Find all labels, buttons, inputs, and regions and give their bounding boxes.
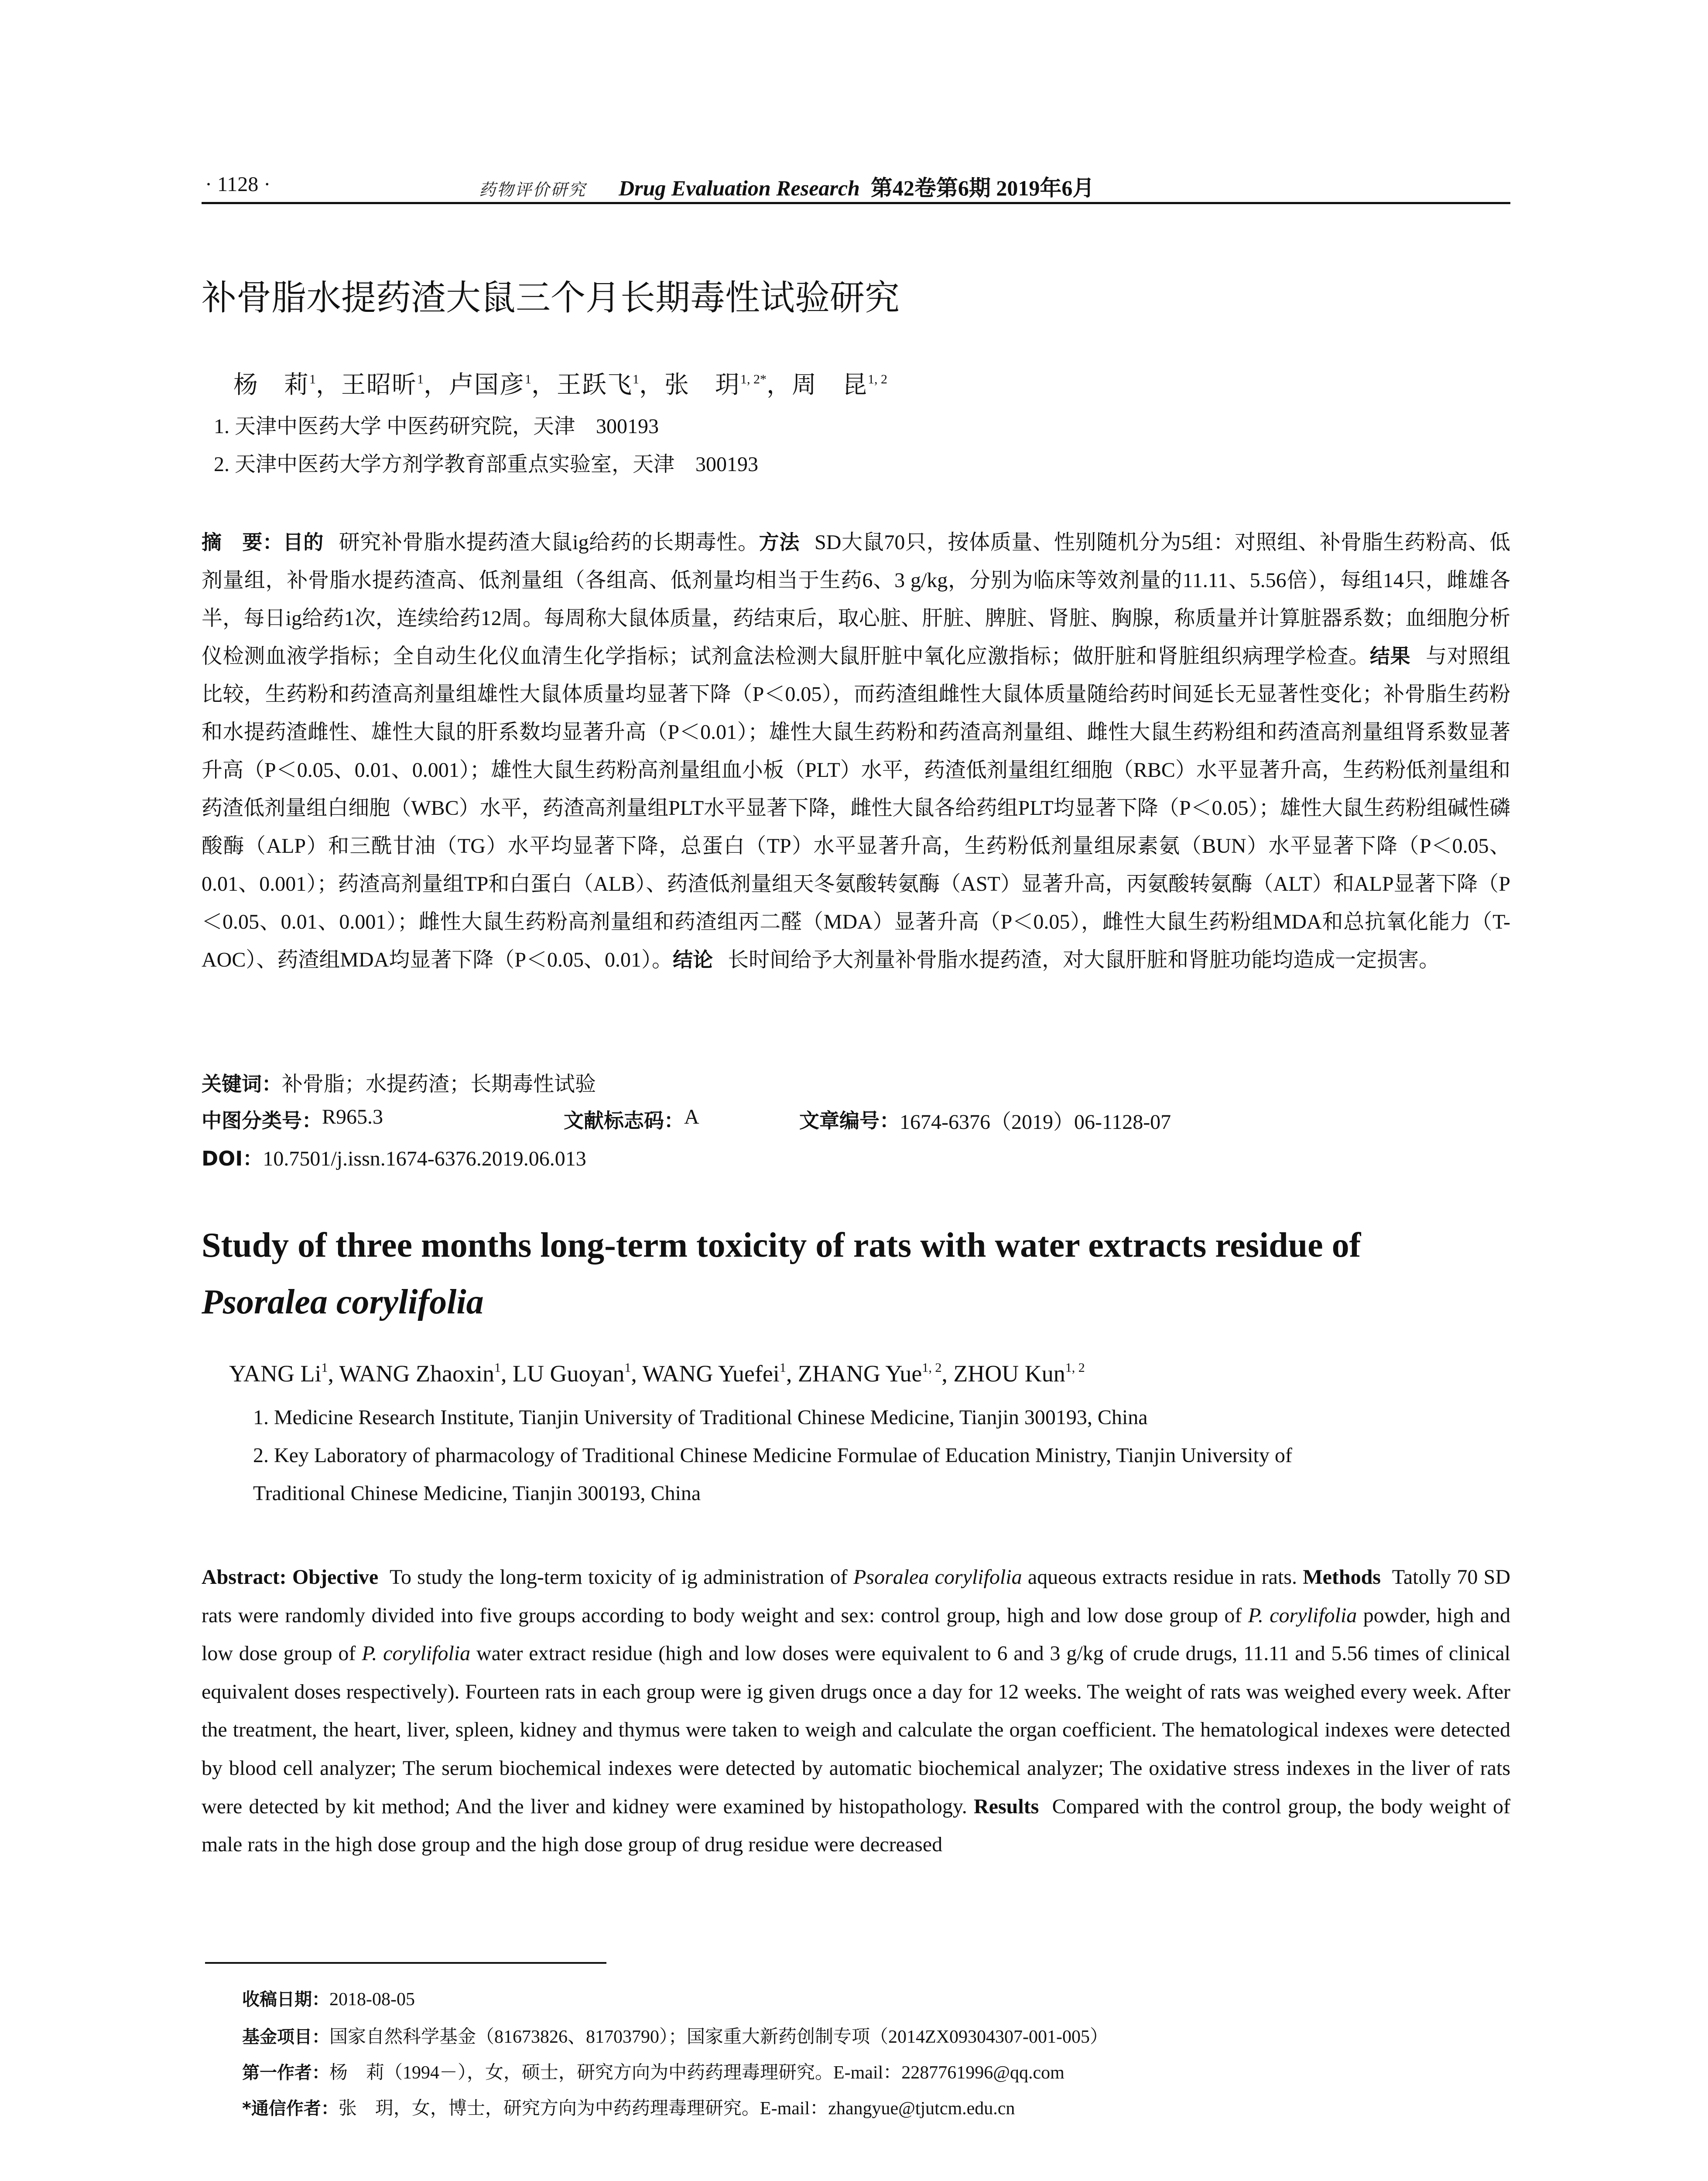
en-title: Study of three months long-term toxicity of rats with water extracts residue of Psoralea corylifolia (202, 1226, 1361, 1321)
article-number: 文章编号： 1674-6376（2019）06-1128-07 (799, 1109, 1171, 1134)
en-abstract: Abstract: Objective To study the long-term toxicity of ig administration of Psoralea corylifolia aqueous extracts residue in rats. Methods Tatolly 70 SD rats were randomly divided into five groups according to body weight and sex: control group, high and low dose group of P. corylifolia powder, high and low dose group of P. corylifolia water extract residue (high and low doses were equivalent to 6 and 3 g/kg of crude drugs, 11.11 and 5.56 times of clinical equivalent doses respectively). Fourteen rats in each group were ig given drugs once a day for 12 weeks. The weight of rats was weighed every week. After the treatment, the heart, liver, spleen, kidney and thymus were taken to weigh and calculate the organ coefficient. The hematological indexes were detected by blood cell analyzer; The serum biochemical indexes were detected by automatic biochemical analyzer; The oxidative stress indexes in the liver of rats were detected by kit method; And the liver and kidney were examined by histopathology. Results Compared with the control group, the body weight of male rats in the high dose group and the high dose group of drug residue were decreased (202, 1566, 1511, 1856)
journal-name: Drug Evaluation Research (619, 176, 860, 200)
cn-authors: 杨 莉$^1$，王昭昕$^1$，卢国彦$^1$，王跃飞$^1$，张 玥$^{1, 2*}$，周 昆$^{1, 2}$ (233, 372, 887, 399)
journal-issue: 第42卷第6期 2019年6月 (870, 176, 1095, 200)
journal-info (619, 171, 1094, 202)
en-affiliation-1: 1. Medicine Research Institute, Tianjin University of Traditional Chinese Medicine, Tianjin 300193, China (253, 1406, 1148, 1429)
cn-classification (202, 1105, 1510, 1135)
cn-abstract: 摘 要：目的 研究补骨脂水提药渣大鼠ig给药的长期毒性。方法 SD大鼠70只，按体质量、性别随机分为5组：对照组、补骨脂生药粉高、低剂量组，补骨脂水提药渣高、低剂量组（各组高、低剂量均相当于生药6、3 g/kg，分别为临床等效剂量的11.11、5.56倍），每组14只，雌雄各半，每日ig给药1次，连续给药12周。每周称大鼠体质量，药结束后，取心脏、肝脏、脾脏、肾脏、胸腺，称质量并计算脏器系数；血细胞分析仪检测血液学指标；全自动生化仪血清生化学指标；试剂盒法检测大鼠肝脏中氧化应激指标；做肝脏和肾脏组织病理学检查。结果 与对照组比较，生药粉和药渣高剂量组雄性大鼠体质量均显著下降（P＜0.05），而药渣组雌性大鼠体质量随给药时间延长无显著性变化；补骨脂生药粉和水提药渣雌性、雄性大鼠的肝系数均显著升高（P＜0.01）；雄性大鼠生药粉和药渣高剂量组、雌性大鼠生药粉组和药渣高剂量组肾系数显著升高（P＜0.05、0.01、0.001）；雄性大鼠生药粉高剂量组血小板（PLT）水平，药渣低剂量组红细胞（RBC）水平显著升高，生药粉低剂量组和药渣低剂量组白细胞（WBC）水平，药渣高剂量组PLT水平显著下降，雌性大鼠各给药组PLT均显著下降（P＜0.05）；雄性大鼠生药粉组碱性磷酸酶（ALP）和三酰甘油（TG）水平均显著下降，总蛋白（TP）水平显著升高，生药粉低剂量组尿素氨（BUN）水平显著下降（P＜0.05、0.01、0.001）；药渣高剂量组TP和白蛋白（ALB）、药渣低剂量组天冬氨酸转氨酶（AST）显著升高，丙氨酸转氨酶（ALT）和ALP显著下降（P＜0.05、0.01、0.001）；雌性大鼠生药粉高剂量组和药渣组丙二醛（MDA）显著升高（P＜0.05），雌性大鼠生药粉组MDA和总抗氧化能力（T-AOC）、药渣组MDA均显著下降（P＜0.05、0.01）。结论 长时间给予大剂量补骨脂水提药渣，对大鼠肝脏和肾脏功能均造成一定损害。 (202, 530, 1511, 971)
cn-title: 补骨脂水提药渣大鼠三个月长期毒性试验研究 (202, 277, 900, 318)
footnote-corresponding-author: *通信作者：张 玥，女，博士，研究方向为中药药理毒理研究。E-mail：zhangyue@tjutcm.edu.cn (242, 2099, 1015, 2119)
doi: DOI：10.7501/j.issn.1674-6376.2019.06.013 (202, 1147, 586, 1170)
en-authors: YANG Li$^1$, WANG Zhaoxin$^1$, LU Guoyan$^1$, WANG Yuefei$^1$, ZHANG Yue$^{1, 2}$, ZHOU Kun$^{1, 2}$ (229, 1361, 1085, 1387)
header-rule (202, 202, 1510, 204)
clc-number: 中图分类号： R965.3 (202, 1105, 383, 1132)
cn-keywords: 关键词：补骨脂；水提药渣；长期毒性试验 (202, 1072, 596, 1096)
cn-affiliation-2: 2. 天津中医药大学方剂学教育部重点实验室，天津 300193 (214, 453, 759, 476)
page-number: · 1128 · (205, 173, 271, 196)
cn-affiliation-1: 1. 天津中医药大学 中医药研究院，天津 300193 (214, 415, 659, 438)
footnote-funding: 基金项目：国家自然科学基金（81673826、81703790）；国家重大新药创制专项（2014ZX09304307-001-005） (242, 2027, 1108, 2047)
footnote-received: 收稿日期：2018-08-05 (242, 1990, 415, 2010)
en-affiliation-2: 2. Key Laboratory of pharmacology of Traditional Chinese Medicine Formulae of Education Ministry, Tianjin University of (253, 1444, 1292, 1467)
journal-logo: 药物评价研究 (479, 181, 587, 199)
footnote-rule (205, 1962, 606, 1964)
en-affiliation-2-cont: Traditional Chinese Medicine, Tianjin 300193, China (253, 1482, 701, 1505)
document-code: 文献标志码： A (564, 1105, 699, 1132)
cn-abstract-label: 摘 要： (202, 530, 283, 554)
footnote-first-author: 第一作者：杨 莉（1994－），女，硕士，研究方向为中药药理毒理研究。E-mail：2287761996@qq.com (242, 2063, 1065, 2083)
